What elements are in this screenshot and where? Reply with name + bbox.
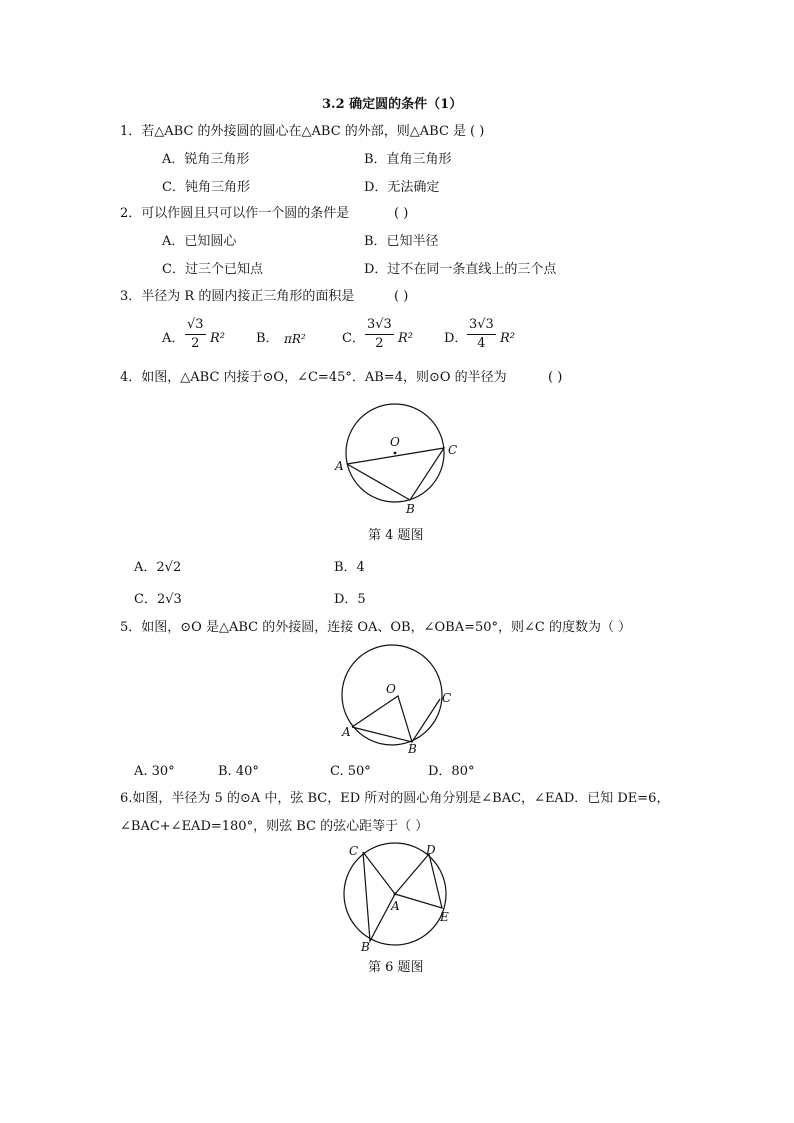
q6-label-c: C: [349, 844, 359, 858]
q6-caption: 第 6 题图: [368, 960, 424, 975]
q1-bracket: ( ): [470, 124, 485, 139]
q4-option-b[interactable]: B．4: [334, 560, 365, 575]
q6-label-a: A: [391, 899, 400, 913]
q3-option-b-label[interactable]: B．: [256, 331, 279, 346]
q4-option-c[interactable]: C．2√3: [134, 592, 182, 607]
q2-bracket: ( ): [394, 206, 409, 221]
q6-label-e: E: [440, 910, 449, 924]
q5-lines: [352, 696, 440, 742]
q3-option-d-label[interactable]: D．: [444, 331, 468, 346]
q4-center-point: [394, 452, 397, 455]
q3-option-a-fraction: [185, 317, 206, 352]
q3-option-a-label[interactable]: A．: [162, 331, 185, 346]
q4-triangle: [347, 448, 444, 500]
q1-option-a[interactable]: A．锐角三角形: [162, 152, 250, 167]
q6-stem-line-1: 6.如图，半径为 5 的⊙A 中，弦 BC，ED 所对的圆心角分别是∠BAC，∠EAD．已知 DE=6，: [120, 791, 670, 806]
q5-option-d[interactable]: D．80°: [428, 764, 475, 779]
q3-option-b-text: πR²: [284, 332, 306, 346]
q5-stem: 5．如图，⊙O 是△ABC 的外接圆，连接 OA、OB，∠OBA=50°，则∠C 的度数为（ ）: [120, 620, 632, 635]
q4-stem: 4．如图，△ABC 内接于⊙O，∠C=45°．AB=4，则⊙O 的半径为: [120, 370, 507, 385]
q5-figure: [330, 644, 470, 759]
q1-stem: 1．若△ABC 的外接圆的圆心在△ABC 的外部，则△ABC 是: [120, 124, 467, 139]
q3-option-c-denominator: 2: [375, 336, 384, 351]
q6-figure: [334, 838, 464, 956]
q3-option-d-numerator: 3√3: [467, 317, 496, 335]
q3-option-c-numerator: 3√3: [365, 317, 394, 335]
q4-label-o: O: [390, 435, 400, 449]
q5-label-o: O: [386, 682, 396, 696]
q2-option-a[interactable]: A．已知圆心: [162, 234, 237, 249]
q5-label-a: A: [342, 725, 351, 739]
q3-option-a-numerator: √3: [185, 317, 206, 335]
q4-label-b: B: [406, 502, 415, 516]
q3-option-d-fraction: [467, 317, 496, 352]
q6-label-d: D: [426, 843, 436, 857]
q4-label-c: C: [448, 443, 458, 457]
q5-option-b[interactable]: B. 40°: [218, 764, 259, 779]
q2-option-b[interactable]: B．已知半径: [364, 234, 439, 249]
q5-label-b: B: [408, 742, 417, 756]
q3-stem: 3．半径为 R 的圆内接正三角形的面积是: [120, 289, 355, 304]
q4-option-d[interactable]: D．5: [334, 592, 366, 607]
q2-option-d[interactable]: D．过不在同一条直线上的三个点: [364, 262, 557, 277]
q6-triangle-abc: [363, 852, 395, 941]
q3-option-a-denominator: 2: [191, 336, 200, 351]
q6-stem-line-2: ∠BAC+∠EAD=180°，则弦 BC 的弦心距等于（ ）: [120, 819, 429, 834]
q2-option-c[interactable]: C．过三个已知点: [162, 262, 263, 277]
q6-label-b: B: [361, 940, 370, 954]
q5-label-c: C: [442, 691, 452, 705]
q5-option-c[interactable]: C. 50°: [330, 764, 371, 779]
q4-label-a: A: [335, 459, 344, 473]
q6-center-point: [394, 893, 397, 896]
q3-option-d-tail: R²: [500, 331, 515, 346]
q3-option-a-tail: R²: [210, 331, 225, 346]
q1-option-c[interactable]: C．钝角三角形: [162, 180, 250, 195]
q3-option-d-denominator: 4: [477, 336, 486, 351]
q4-option-a[interactable]: A．2√2: [134, 560, 182, 575]
q2-stem: 2．可以作圆且只可以作一个圆的条件是: [120, 206, 350, 221]
q5-option-a[interactable]: A. 30°: [134, 764, 175, 779]
q3-option-c-fraction: [365, 317, 394, 352]
q3-option-c-label[interactable]: C．: [342, 331, 365, 346]
q4-figure: [330, 392, 470, 522]
q3-option-c-tail: R²: [398, 331, 413, 346]
q1-option-b[interactable]: B．直角三角形: [364, 152, 452, 167]
page-title: 3.2 确定圆的条件（1）: [322, 97, 463, 112]
q4-caption: 第 4 题图: [368, 528, 424, 543]
q1-option-d[interactable]: D．无法确定: [364, 180, 440, 195]
q3-bracket: ( ): [394, 289, 409, 304]
q4-bracket: ( ): [548, 370, 563, 385]
